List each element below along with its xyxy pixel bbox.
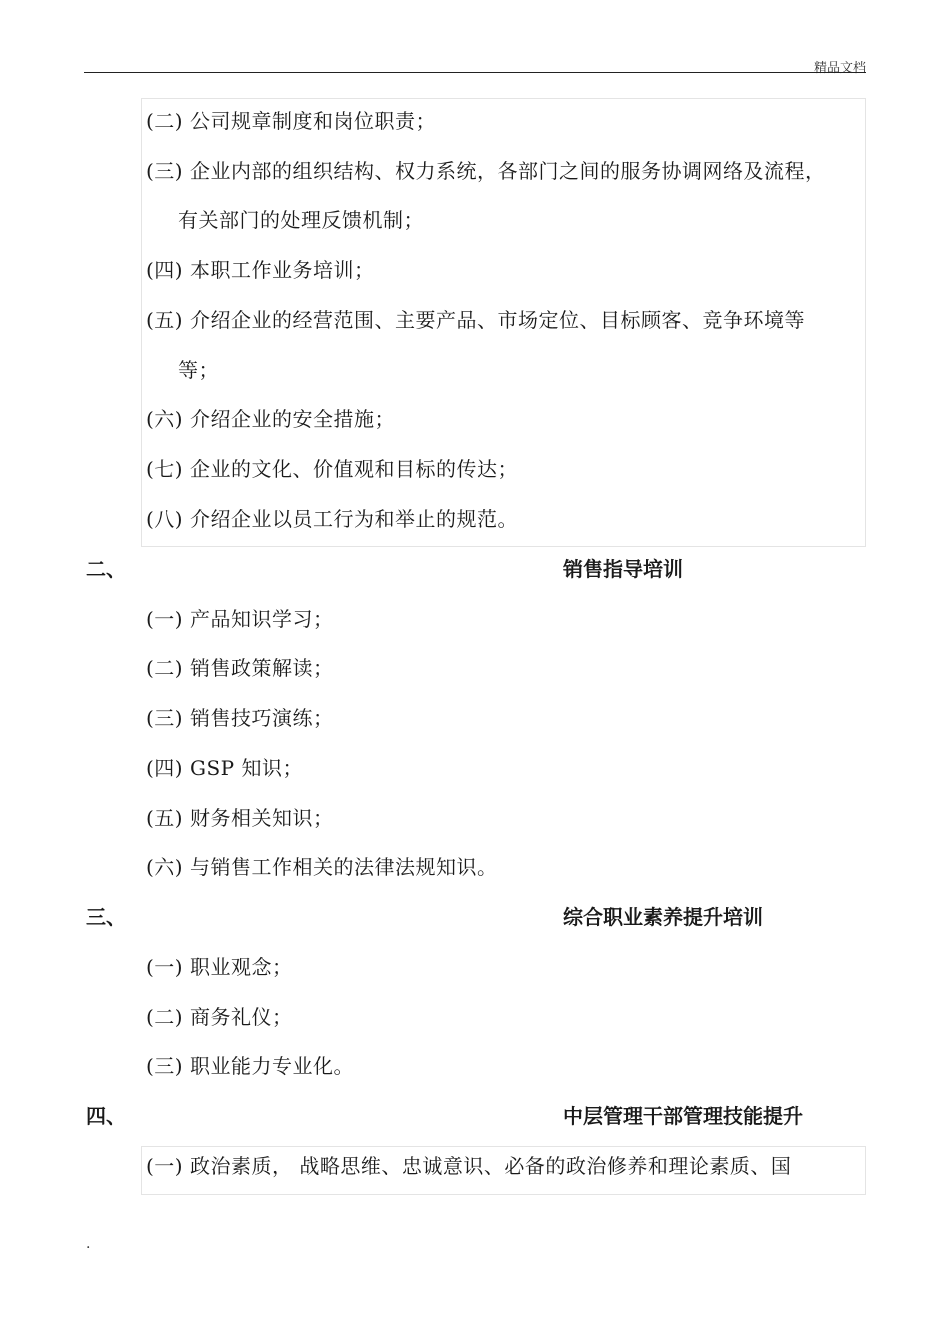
list-item: (一) 政治素质， 战略思维、忠诚意识、必备的政治修养和理论素质、国 (146, 1154, 792, 1178)
list-item: (一) 产品知识学习； (146, 607, 334, 631)
list-item: (三) 企业内部的组织结构、权力系统，各部门之间的服务协调网络及流程， (146, 159, 826, 183)
page-header-label: 精品文档 (813, 61, 866, 76)
list-item: (六) 介绍企业的安全措施； (146, 407, 395, 431)
list-item: (四) GSP 知识； (146, 756, 303, 780)
footer-mark: . (86, 1236, 91, 1252)
list-item-continuation: 等； (178, 358, 219, 382)
section-4-number: 四、 (86, 1104, 126, 1128)
section-2-title: 销售指导培训 (563, 557, 683, 581)
list-item: (一) 职业观念； (146, 955, 293, 979)
list-item: (三) 销售技巧演练； (146, 706, 334, 730)
list-item: (三) 职业能力专业化。 (146, 1054, 354, 1078)
section-3-title: 综合职业素养提升培训 (563, 905, 763, 929)
section-3-number: 三、 (86, 905, 126, 929)
list-item: (七) 企业的文化、价值观和目标的传达； (146, 457, 518, 481)
section-4-title: 中层管理干部管理技能提升 (563, 1104, 803, 1128)
list-item: (二) 销售政策解读； (146, 656, 334, 680)
list-item: (五) 介绍企业的经营范围、主要产品、市场定位、目标顾客、竞争环境等 (146, 308, 805, 332)
header-divider (84, 72, 866, 73)
list-item: (二) 公司规章制度和岗位职责； (146, 109, 436, 133)
list-item: (二) 商务礼仪； (146, 1005, 293, 1029)
list-item: (四) 本职工作业务培训； (146, 258, 375, 282)
list-item: (六) 与销售工作相关的法律法规知识。 (146, 855, 498, 879)
list-item-continuation: 有关部门的处理反馈机制； (178, 208, 424, 232)
section-2-number: 二、 (86, 557, 126, 581)
list-item: (八) 介绍企业以员工行为和举止的规范。 (146, 507, 518, 531)
list-item: (五) 财务相关知识； (146, 806, 334, 830)
